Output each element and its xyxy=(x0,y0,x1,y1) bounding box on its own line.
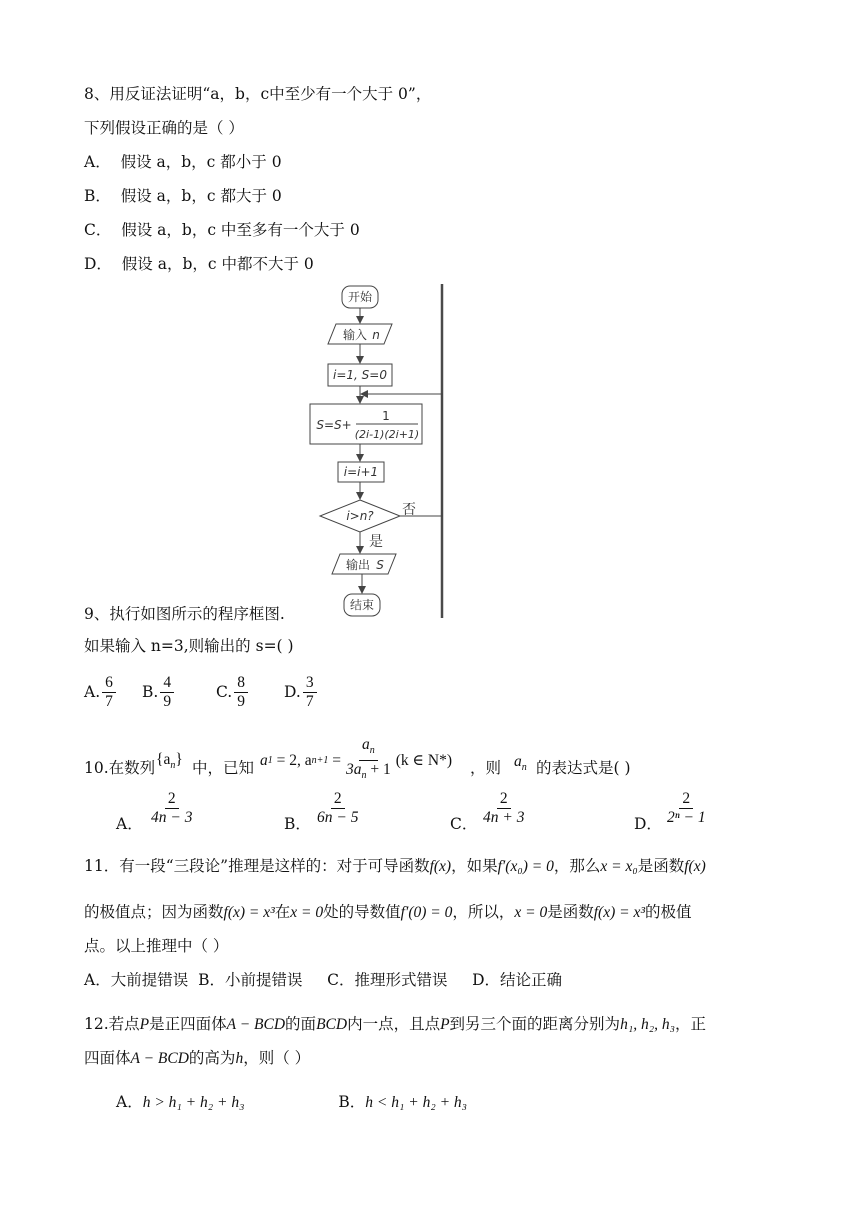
flowchart-yes-label: 是 xyxy=(369,534,383,550)
flowchart-increment-label: i=i+1 xyxy=(343,465,379,479)
option-label: A． xyxy=(84,153,111,171)
q11-line3: 点。以上推理中（ ） xyxy=(84,937,229,955)
q10-option-a-label: A． xyxy=(116,815,143,833)
option-text: 假设 a，b，c 都大于 0 xyxy=(120,187,282,205)
q10-recurrence-formula: a 1 = 2, a n+1 = $\frac{a_n}{3a_n + 1}$ (k ∈ N*) xyxy=(260,736,452,782)
q12-options xyxy=(116,1092,467,1113)
q12-option-b-expr: h < h₁ + h₂ + h₃ xyxy=(365,1094,468,1111)
flowchart-no-label: 否 xyxy=(402,502,416,518)
flowchart-input-var: n xyxy=(372,328,380,342)
q8-stem-line1: 8、用反证法证明“a，b，c中至少有一个大于 0”， xyxy=(84,85,432,103)
option-label: C． xyxy=(84,221,112,239)
q9-stem-line2: 如果输入 n=3,则输出的 s=( ) xyxy=(84,637,294,655)
q10-option-d-frac: $\frac{2}{\text{2ⁿ − 1}}$ xyxy=(667,790,706,826)
q12-line2: 四面体A − BCD的高为h，则（ ） xyxy=(84,1049,311,1067)
q10-prefix: 10.在数列 xyxy=(84,759,156,777)
q9-option-a: A. $\frac{6}{7}$ xyxy=(84,674,142,711)
option-text: 假设 a，b，c 都小于 0 xyxy=(120,153,282,171)
q9-options xyxy=(84,672,319,712)
q11-option-a: A．大前提错误 xyxy=(84,971,189,989)
q10-suffix2: 的表达式是( ) xyxy=(536,759,631,777)
q10-option-c-frac: $\frac{2}{4n + 3}$ xyxy=(483,790,525,826)
q10-option-b-frac: $\frac{2}{6n - 5}$ xyxy=(317,790,359,826)
q10-option-c-label: C． xyxy=(450,815,478,833)
q11-line1: 11．有一段“三段论”推理是这样的：对于可导函数f(x)，如果f′(x₀) = 0，那么x = x₀是函数f(x) xyxy=(84,857,706,875)
q12-option-b-label: B． xyxy=(338,1093,366,1111)
program-flowchart xyxy=(300,284,450,618)
q10-mid: 中，已知 xyxy=(192,759,255,777)
q11-options xyxy=(84,970,562,990)
flowchart-assign-den: (2i-1)(2i+1) xyxy=(354,428,420,441)
q9-option-d: D. $\frac{3}{7}$ xyxy=(284,674,319,711)
flowchart-output-var: S xyxy=(376,558,384,572)
option-label: B． xyxy=(84,187,111,205)
q8-stem-line2: 下列假设正确的是（ ） xyxy=(84,119,244,137)
q10-suffix: ，则 xyxy=(470,759,502,777)
q8-option-c xyxy=(84,220,360,240)
q12-option-a-expr: h > h₁ + h₂ + h₃ xyxy=(142,1094,245,1111)
q10-option-d-label: D． xyxy=(634,815,662,833)
option-text: 假设 a，b，c 中都不大于 0 xyxy=(121,255,314,273)
q9-stem-line1: 9、执行如图所示的程序框图. xyxy=(84,605,285,623)
flowchart-input-label: 输入 xyxy=(342,328,368,342)
flowchart-end-label: 结束 xyxy=(349,598,375,612)
flowchart-assign-num: 1 xyxy=(382,409,390,423)
q11-option-d: D．结论正确 xyxy=(472,971,563,989)
option-text: 假设 a，b，c 中至多有一个大于 0 xyxy=(121,221,360,239)
q12-line1: 12.若点P是正四面体A − BCD的面BCD内一点，且点P到另三个面的距离分别为h₁, h₂, h₃，正 xyxy=(84,1015,706,1033)
q11-option-c: C．推理形式错误 xyxy=(327,971,448,989)
q9-option-b: B. $\frac{4}{9}$ xyxy=(142,674,216,711)
q10-an: $a_n$ xyxy=(514,753,527,774)
q12-option-a-label: A． xyxy=(116,1093,143,1111)
q10-option-b-label: B． xyxy=(284,815,311,833)
q11-line2: 的极值点；因为函数f(x) = x³在x = 0处的导数值f′(0) = 0，所以，x = 0是函数f(x) = x³的极值 xyxy=(84,903,692,921)
q8-option-d xyxy=(84,254,314,274)
q8-option-a xyxy=(84,152,282,172)
flowchart-output-label: 输出 xyxy=(345,558,371,572)
flowchart-assign-left: S=S+ xyxy=(316,418,352,432)
flowchart-init-label: i=1, S=0 xyxy=(333,368,387,382)
q8-option-b xyxy=(84,186,282,206)
flowchart-start-label: 开始 xyxy=(347,290,373,304)
q10-sequence: $\{a_n\}$ xyxy=(156,751,183,772)
q11-option-b: B．小前提错误 xyxy=(198,971,303,989)
option-label: D． xyxy=(84,255,112,273)
q9-option-c: C. $\frac{8}{9}$ xyxy=(216,674,284,711)
q10-option-a-frac: $\frac{2}{4n - 3}$ xyxy=(151,790,193,826)
flowchart-condition-label: i>n? xyxy=(346,509,374,523)
